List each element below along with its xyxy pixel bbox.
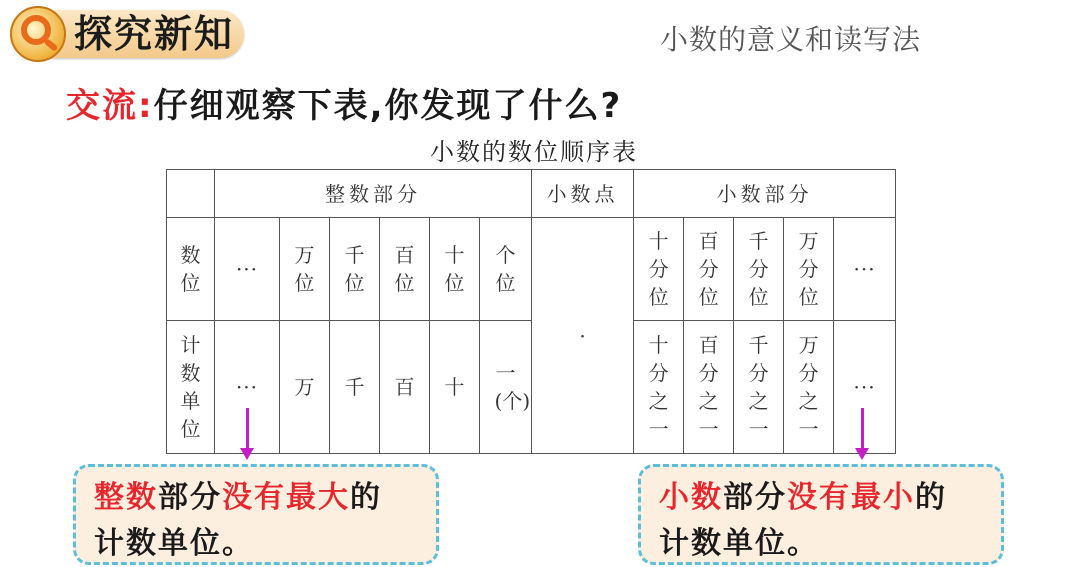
place-cell: 十位: [430, 218, 480, 321]
unit-cell: 十分之一: [634, 321, 684, 454]
prompt-label: 交流:: [66, 86, 154, 126]
integer-ellipsis: ···: [215, 321, 280, 454]
decimal-note: [638, 464, 1004, 565]
place-cell: 个位: [480, 218, 532, 321]
integer-note: [73, 464, 439, 565]
unit-cell: 万: [280, 321, 330, 454]
place-cell: 千分位: [734, 218, 784, 321]
note-text: 部分: [723, 480, 787, 515]
unit-cell: 十: [430, 321, 480, 454]
decimal-part-header: 小数部分: [634, 170, 896, 218]
unit-cell: 千分之一: [734, 321, 784, 454]
place-cell: 千位: [330, 218, 380, 321]
table-header-row: [167, 170, 896, 218]
down-arrow-icon: [246, 408, 249, 450]
integer-part-header: 整数部分: [215, 170, 532, 218]
note-text: 计数单位。: [94, 526, 254, 561]
place-value-table: [166, 169, 896, 454]
lesson-subtitle: 小数的意义和读写法: [660, 23, 922, 56]
row-label-unit: 计数单位: [167, 321, 215, 454]
unit-cell: 千: [330, 321, 380, 454]
section-badge: [10, 6, 248, 62]
note-text: 的: [350, 480, 382, 515]
note-text: 的: [915, 480, 947, 515]
decimal-ellipsis: ···: [834, 218, 896, 321]
decimal-point-cell: ·: [532, 218, 634, 454]
place-cell: 万分位: [784, 218, 834, 321]
row-label-place: 数位: [167, 218, 215, 321]
down-arrow-icon: [861, 408, 864, 450]
q-logo-icon: [10, 6, 66, 62]
section-title: 探究新知: [74, 12, 235, 56]
place-row: [167, 218, 896, 321]
note-emphasis: 小数: [659, 480, 723, 515]
place-cell: 万位: [280, 218, 330, 321]
note-emphasis: 没有最大: [222, 480, 350, 515]
place-cell: 百分位: [684, 218, 734, 321]
integer-ellipsis: ···: [215, 218, 280, 321]
corner-cell: [167, 170, 215, 218]
note-emphasis: 整数: [94, 480, 158, 515]
unit-cell: 万分之一: [784, 321, 834, 454]
place-cell: 十分位: [634, 218, 684, 321]
unit-cell: 百分之一: [684, 321, 734, 454]
decimal-ellipsis: ···: [834, 321, 896, 454]
prompt-text: 仔细观察下表,你发现了什么?: [153, 86, 623, 126]
note-text: 部分: [158, 480, 222, 515]
note-text: 计数单位。: [659, 526, 819, 561]
table-caption: 小数的数位顺序表: [430, 138, 638, 166]
unit-cell: 一(个): [480, 321, 532, 454]
discussion-prompt: [66, 78, 622, 127]
decimal-point-header: 小数点: [532, 170, 634, 218]
unit-cell: 百: [380, 321, 430, 454]
note-emphasis: 没有最小: [787, 480, 915, 515]
unit-row: [167, 321, 896, 454]
place-cell: 百位: [380, 218, 430, 321]
